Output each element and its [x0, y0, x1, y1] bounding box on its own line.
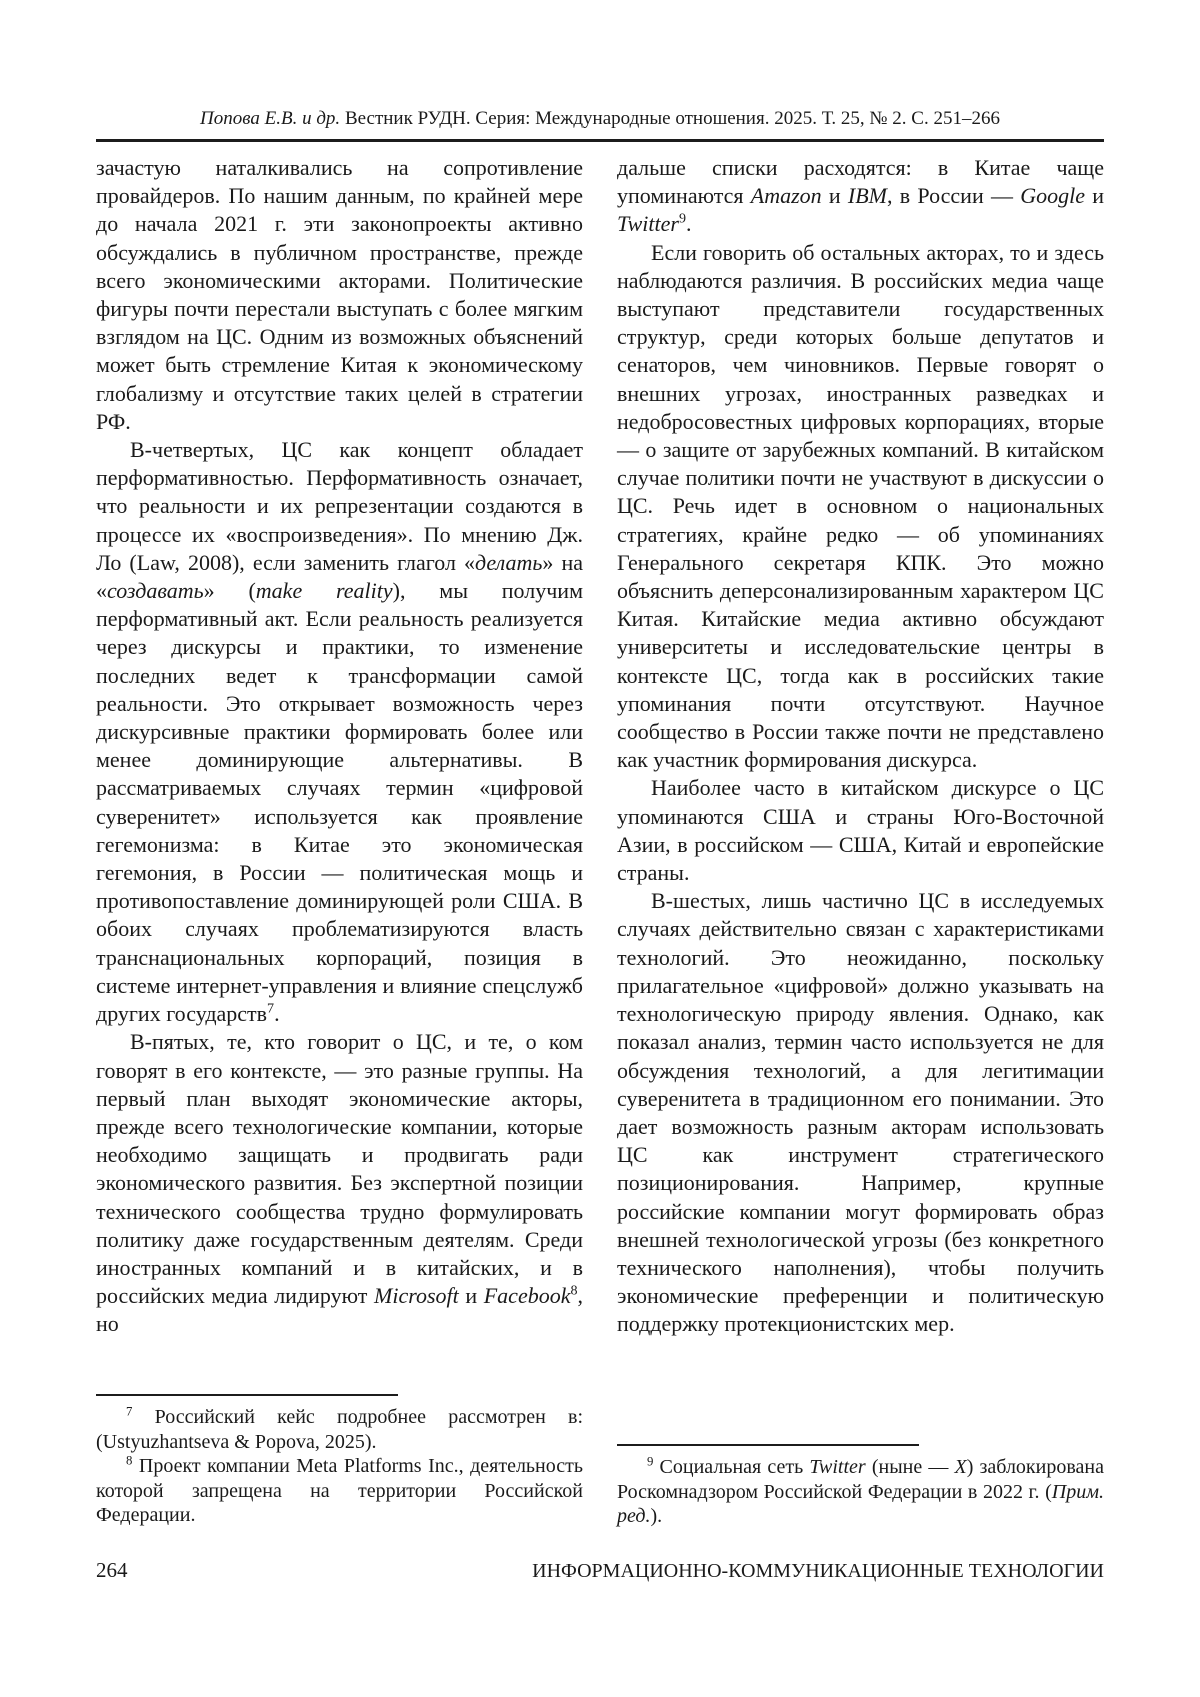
paragraph: В-шестых, лишь частично ЦС в исследуемых случаях действительно связан с характеристиками технологий. Это неожиданно, поскольку прилагательное «цифровой» должно указывать на технологическую природу явления. Однако, как показал анализ, термин часто используется не для обсуждения технологий, а для легитимации суверенитета в традиционном его понимании. Это дает возможность разным акторам использовать ЦС как инструмент стратегического позиционирования. Например, крупные российские компании могут формировать образ внешней технологической угрозы (без конкретного технического наполнения), чтобы получить экономические преференции и политическую поддержку протекционистских мер. [617, 888, 1104, 1337]
text-column-right [617, 154, 1104, 1339]
footnote: $^7$ Российский кейс подробнее рассмотрен в: (Ustyuzhantseva & Popova, 2025). [96, 1404, 583, 1453]
footnotes-left [96, 1394, 583, 1528]
paragraph: Наиболее часто в китайском дискурсе о ЦС упоминаются США и страны Юго-Восточной Азии, в российском — США, Китай и европейские страны. [617, 775, 1104, 886]
footnote: $^8$ Проект компании Meta Platforms Inc., деятельность которой запрещена на территории Российской Федерации. [96, 1453, 583, 1526]
paragraph: дальше списки расходятся: в Китае чаще упоминаются Amazon и IBM, в России — Google и Twitter$^9$. [617, 155, 1105, 237]
header-rule [96, 139, 1104, 142]
paragraph: Если говорить об остальных акторах, то и здесь наблюдаются различия. В российских медиа чаще выступают представители государственных структур, среди которых больше депутатов и сенаторов, чем чиновников. Первые говорят о внешних угрозах, иностранных разведках и недобросовестных цифровых корпорациях, вторые — о защите от зарубежных компаний. В китайском случае политики почти не участвуют в дискуссии о ЦС. Речь идет в основном о национальных стратегиях, крайне редко — об упоминаниях Генерального секретаря КПК. Это можно объяснить деперсонализированным характером ЦС Китая. Китайские медиа активно обсуждают университеты и исследовательские центры в контексте ЦС, тогда как в российских такие упоминания почти отсутствуют. Научное сообщество в России также почти не представлено как участник формирования дискурса. [617, 239, 1104, 773]
paragraph: В-четвертых, ЦС как концепт обладает перформативностью. Перформативность означает, что реальности и их репрезентации создаются в процессе их «воспроизведения». По мнению Дж. Ло (Law, 2008), если заменить глагол «делать» на «создавать» (make reality), мы получим перформативный акт. Если реальность реализуется через дискурсы и практики, то изменение последних ведет к трансформации самой реальности. Это открывает возможность через дискурсивные практики формировать более или менее доминирующие альтернативы. В рассматриваемых случаях термин «цифровой суверенитет» используется как проявление гегемонизма: в Китае это экономическая гегемония, в России — политическая мощь и противопоставление доминирующей роли США. В обоих случаях проблематизируются власть транснациональных корпораций, позиция в системе интернет-управления и влияние спецслужб других государств$^7$. [96, 437, 584, 1027]
page-footer [96, 1558, 1104, 1583]
footnote-separator [617, 1444, 919, 1446]
paragraph: зачастую наталкивались на сопротивление провайдеров. По нашим данным, по крайней мере до начала 2021 г. эти законопроекты активно обсуждались в публичном пространстве, прежде всего экономическими акторами. Политические фигуры почти перестали выступать с более мягким взглядом на ЦС. Одним из возможных объяснений может быть стремление Китая к экономическому глобализму и отсутствие таких целей в стратегии РФ. [96, 155, 583, 434]
footnote-separator [96, 1394, 398, 1396]
footnote: $^9$ Социальная сеть Twitter (ныне — X) заблокирована Роскомнадзором Российской Федерации в 2022 г. (Прим. ред.). [617, 1454, 1104, 1527]
footnotes-right [617, 1444, 1104, 1529]
page-number: 264 [96, 1558, 128, 1582]
running-head: Попова Е.В. и др. Вестник РУДН. Серия: Международные отношения. 2025. Т. 25, № 2. С. 251–266 [200, 108, 1000, 129]
section-title: ИНФОРМАЦИОННО-КОММУНИКАЦИОННЫЕ ТЕХНОЛОГИИ [532, 1560, 1104, 1582]
paragraph: В-пятых, те, кто говорит о ЦС, и те, о ком говорят в его контексте, — это разные группы. На первый план выходят экономические акторы, прежде всего технологические компании, которые необходимо защищать и продвигать ради экономического развития. Без экспертной позиции технического сообщества трудно формулировать политику даже государственным деятелям. Среди иностранных компаний и в китайских, и в российских медиа лидируют Microsoft и Facebook$^8$, но [96, 1029, 584, 1337]
text-column-left [96, 154, 583, 1339]
